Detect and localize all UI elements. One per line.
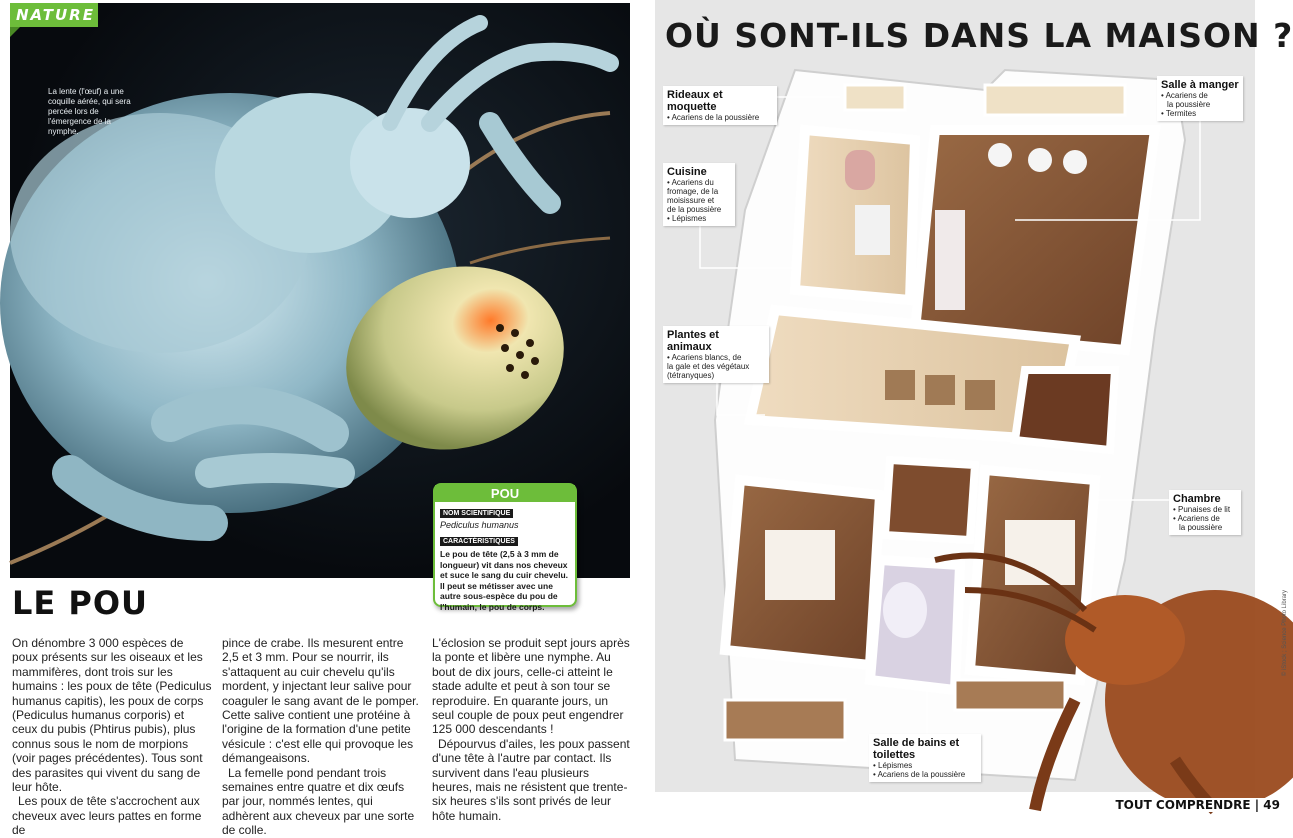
pou-info-card bbox=[433, 483, 577, 612]
photo-credit: © iStock ; Science Photo Library bbox=[1282, 590, 1288, 677]
callout-item: • Acariens de la poussière bbox=[873, 770, 966, 779]
sci-name-label: NOM SCIENTIFIQUE bbox=[440, 509, 513, 518]
callout-item: • Acariens blancs, de bbox=[667, 353, 742, 362]
right-page bbox=[655, 0, 1293, 812]
text-column-2 bbox=[222, 636, 422, 838]
callout-item: (tétranyques) bbox=[667, 371, 715, 380]
callout-item: moisissure et bbox=[667, 196, 715, 205]
callout-item: • Acariens de bbox=[1161, 91, 1208, 100]
paragraph: Dépourvus d'ailes, les poux passent d'une tête à l'autre par contact. Ils survivent dans l'eau plusieurs heures, mais ne résistent que trente-six heures s'ils sont privés de leur hôte humain. bbox=[432, 736, 630, 823]
callout-item: • Acariens du bbox=[667, 178, 714, 187]
article-title: LE POU bbox=[12, 584, 149, 622]
paragraph: pince de crabe. Ils mesurent entre 2,5 et 3 mm. Pour se nourrir, ils s'attaquent au cuir chevelu qu'ils mordent, y injectant leur salive pour coaguler le sang avant de le pomper. Cette salive contient une protéine à l'origine de la formation d'une petite vésicule : c'est elle qui provoque les démangeaisons. bbox=[222, 636, 419, 766]
paragraph: L'éclosion se produit sept jours après la ponte et libère une nymphe. Au bout de dix jours, celle-ci atteint le stade adulte et peut à son tour se reproduire. En quarante jours, un seul couple de poux peut engendrer 125 000 descendants ! bbox=[432, 636, 630, 737]
callout-item: la poussière bbox=[1179, 523, 1223, 532]
callout-item: • Acariens de la poussière bbox=[667, 113, 760, 122]
callout-item: • Acariens de bbox=[1173, 514, 1220, 523]
left-page bbox=[0, 0, 643, 838]
callout-salle-de-bains bbox=[869, 734, 981, 782]
callout-item: de la poussière bbox=[667, 205, 722, 214]
callout-chambre bbox=[1169, 490, 1241, 535]
photo-caption: La lente (l'œuf) a une coquille aérée, qui sera percée lors de l'émergence de la nymphe. bbox=[48, 87, 131, 136]
callout-cuisine bbox=[663, 163, 735, 226]
sci-name: Pediculus humanus bbox=[440, 520, 519, 530]
paragraph: Les poux de tête s'accrochent aux cheveux avec leurs pattes en forme de bbox=[12, 794, 202, 838]
pou-card-title: POU bbox=[435, 485, 575, 502]
callout-item: • Lépismes bbox=[873, 761, 913, 770]
text-column-1 bbox=[12, 636, 212, 838]
section-tag: NATURE bbox=[10, 3, 98, 27]
callout-plantes bbox=[663, 326, 769, 383]
callout-title: Chambre bbox=[1173, 493, 1221, 505]
characteristics-label: CARACTÉRISTIQUES bbox=[440, 537, 518, 546]
callout-title: Plantes et animaux bbox=[667, 329, 719, 353]
callout-rideaux bbox=[663, 86, 777, 125]
callout-item: la poussière bbox=[1167, 100, 1211, 109]
paragraph: La femelle pond pendant trois semaines entre quatre et dix œufs par jour, nommés lentes, qui adhèrent aux cheveux par une sorte de colle. bbox=[222, 765, 415, 838]
callout-item: fromage, de la bbox=[667, 187, 719, 196]
callout-item: la gale et des végétaux bbox=[667, 362, 750, 371]
callout-item: • Lépismes bbox=[667, 214, 707, 223]
callout-item: • Termites bbox=[1161, 109, 1197, 118]
callout-title: Rideaux et moquette bbox=[667, 89, 723, 113]
callout-salle-a-manger bbox=[1157, 76, 1243, 121]
callout-title: Salle de bains et toilettes bbox=[873, 737, 960, 761]
page-title: OÙ SONT-ILS DANS LA MAISON ? bbox=[665, 16, 1293, 55]
callout-title: Cuisine bbox=[667, 166, 707, 178]
callout-title: Salle à manger bbox=[1161, 79, 1239, 91]
callout-item: • Punaises de lit bbox=[1173, 505, 1231, 514]
characteristics-text: Le pou de tête (2,5 à 3 mm de longueur) vit dans nos cheveux et suce le sang du cuir chevelu. Il peut se métisser avec une autre sous-espèce du pou de l'humain, le pou de corps. bbox=[440, 549, 569, 612]
page-footer: TOUT COMPRENDRE | 49 bbox=[1115, 798, 1280, 812]
paragraph: On dénombre 3 000 espèces de poux présents sur les oiseaux et les mammifères, dont trois sur les humains : les poux de tête (Pediculus humanus capitis), les poux de corps (Pediculus humanus corporis) et ceux du pubis (Phtirus pubis), plus connus sous le nom de morpions (voir pages précédentes). Tous sont des parasites qui vivent du sang de leur hôte. bbox=[12, 636, 212, 795]
text-column-3 bbox=[432, 636, 632, 823]
